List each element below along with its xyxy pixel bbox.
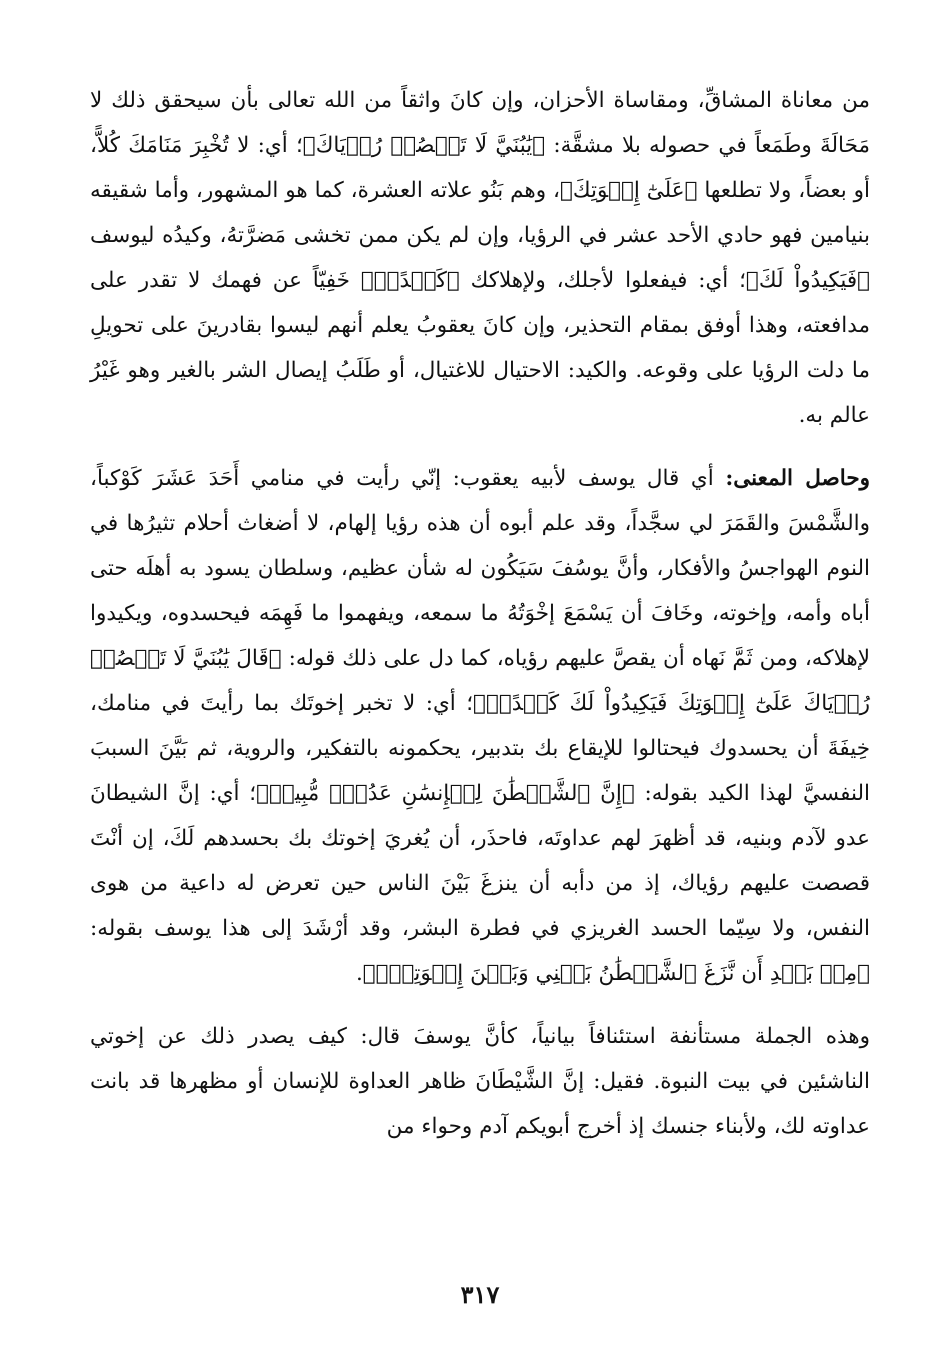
paragraph-2-lead: وحاصل المعنى: bbox=[725, 466, 871, 491]
paragraph-1: من معاناة المشاقِّ، ومقاساة الأحزان، وإن كانَ واثقاً من الله تعالى بأن سيحقق ذلك لا مَحَالَةَ وطَمَعاً في حصوله بلا مشقَّة: ﴿يَٰبُنَيَّ لَا تَقۡصُصۡ رُءۡيَاكَ﴾؛ أي: لا تُخْبِرَ مَنَامَكَ كُلاًّ، أو بعضاً، ولا تطلعها ﴿عَلَىٰٓ إِخۡوَتِكَ﴾، وهم بَنُو علاته العشرة، كما هو المشهور، وأما شقيقه بنيامين فهو حادي الأحد عشر في الرؤيا، وإن لم يكن ممن تخشى مَضرَّتهُ، وكيدُه ليوسف ﴿فَيَكِيدُواْ لَكَ﴾؛ أي: فيفعلوا لأجلك، ولإهلاكك ﴿كَيۡدًاۖ﴾ خَفِيّاً عن فهمك لا تقدر على مدافعته، وهذا أوفق بمقام التحذير، وإن كانَ يعقوبُ يعلم أنهم ليسوا بقادرينَ على تحويلِ ما دلت الرؤيا على وقوعه. والكيد: الاحتيال للاغتيال، أو طَلَبُ إيصال الشر بالغير وهو غَيْرُ عالم به. bbox=[90, 88, 870, 428]
paragraph-2-body: أي قال يوسف لأبيه يعقوب: إنّي رأيت في منامي أَحَدَ عَشَرَ كَوْكباً، والشَّمْسَ والقَمَرَ لي سجَّداً، وقد علم أبوه أن هذه رؤيا إلهام، لا أضغاث أحلام تثيرُها في النوم الهواجسُ والأفكار، وأنَّ يوسُفَ سَيَكُون له شأن عظيم، وسلطان يسود به أهلَه حتى أباه وأمه، وإخوته، وخَافَ أن يَسْمَعَ إخْوَتُهُ ما سمعه، ويفهموا ما فَهِمَه فيحسدوه، ويكيدوا لإهلاكه، ومن ثَمَّ نَهاه أن يقصَّ عليهم رؤياه، كما دل على ذلك قوله: ﴿قَالَ يَٰبُنَيَّ لَا تَقۡصُصۡ رُءۡيَاكَ عَلَىٰٓ إِخۡوَتِكَ فَيَكِيدُواْ لَكَ كَيۡدًاۖ﴾؛ أي: لا تخبر إخوتَك بما رأيتَ في منامك، خِيفَةَ أن يحسدوك فيحتالوا للإيقاع بك بتدبير، يحكمونه بالتفكير، والروية، ثم بَيَّنَ السببَ النفسيَّ لهذا الكيد بقوله: ﴿إِنَّ ٱلشَّيۡطَٰنَ لِلۡإِنسَٰنِ عَدُوّٞ مُّبِينٞ﴾؛ أي: إنَّ الشيطانَ عدو لآدم وبنيه، قد أظهرَ لهم عداوتَه، فاحذَر، أن يُغريَ إخوتك بك بحسدهم لَكَ، إن أنْتَ قصصت عليهم رؤياك، إذ من دأبه أن ينزغَ بَيْنَ الناس حين تعرض له داعية من هوى النفس، ولا سِيّما الحسد الغريزي في فطرة البشر، وقد أرْشَدَ إلى هذا يوسف بقوله: ﴿مِنۢ بَعۡدِ أَن نَّزَغَ ٱلشَّيۡطَٰنُ بَيۡنِي وَبَيۡنَ إِخۡوَتِيٓۚ﴾. bbox=[90, 466, 870, 986]
document-page bbox=[90, 78, 870, 1308]
paragraph-3: وهذه الجملة مستأنفة استئنافاً بيانياً، كأنَّ يوسفَ قال: كيف يصدر ذلك عن إخوتي الناشئين في بيت النبوة. فقيل: إنَّ الشَّيْطَانَ ظاهر العداوة للإنسان أو مظهرها قد بانت عداوته لك، ولأبناء جنسك إذ أخرج أبويكم آدم وحواء من bbox=[90, 1024, 870, 1139]
page-number: ٣١٧ bbox=[460, 1280, 500, 1309]
paragraph-2 bbox=[90, 456, 870, 996]
